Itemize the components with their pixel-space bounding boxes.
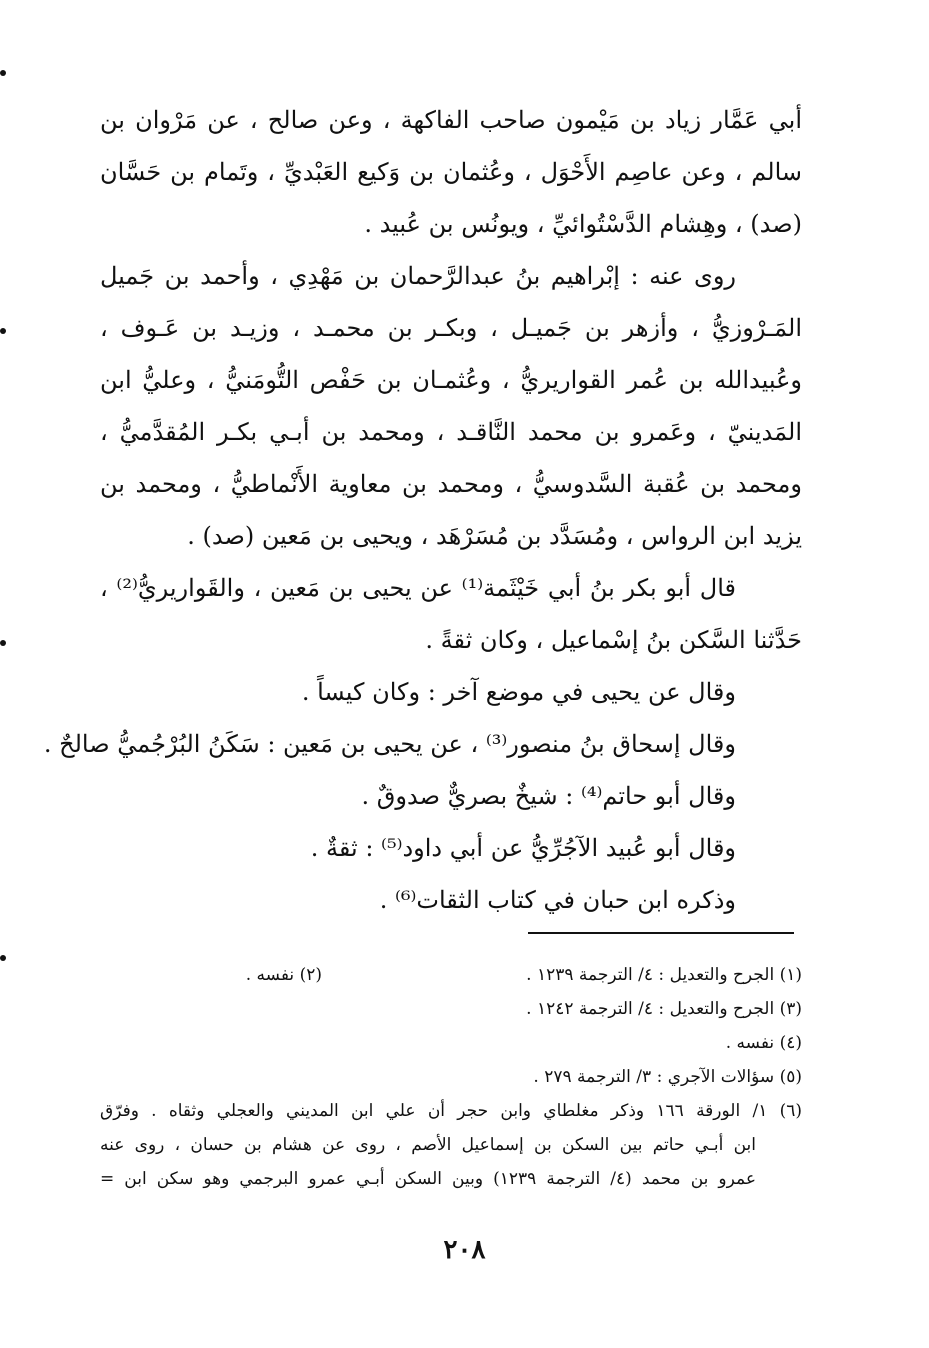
page-number: ٢٠٨ [443, 1235, 486, 1265]
main-text [43, 94, 802, 926]
margin-mark [0, 640, 6, 646]
footnote-5: (٥) سؤالات الآجري : ٣/ الترجمة ٢٧٩ . [533, 1067, 802, 1087]
text-line: سالم ، وعن عاصِم الأَحْوَل ، وعُثمان بن وَكيع العَبْديِّ ، وتَمام بن حَسَّان [100, 158, 802, 186]
footnote-6-continued: ابن أبـي حاتم بين السكن بن إسماعيل الأصم ، روى عن هشام بن حسان ، روى عنه [100, 1135, 756, 1155]
footnote-4: (٤) نفسه . [725, 1033, 802, 1053]
text-line: وعُبيدالله بن عُمر القواريريُّ ، وعُثمـان بن حَفْص التُّومَنيُّ ، وعليُّ ابن [100, 366, 802, 394]
text-line: حَدَّثنا السَّكن بنُ إسْماعيل ، وكان ثقةً . [425, 626, 802, 654]
text-line: وقال أبو حاتم⁽⁴⁾ : شيخٌ بصريٌّ صدوقٌ . [361, 782, 736, 810]
text-line: قال أبو بكر بنُ أبي خَيْثَمة⁽¹⁾ عن يحيى بن مَعين ، والقَواريريُّ⁽²⁾ ، [100, 574, 736, 602]
text-line: وقال أبو عُبيد الآجُرِّيُّ عن أبي داود⁽⁵⁾ : ثقةٌ . [310, 834, 736, 862]
footnotes [100, 958, 802, 1196]
text-line: أبي عَمَّار زياد بن مَيْمون صاحب الفاكهة ، وعن صالح ، عن مَرْوان بن [100, 106, 802, 134]
text-line: وقال عن يحيى في موضع آخر : وكان كيساً . [301, 678, 736, 706]
footnote-6: (٦) ١/ الورقة ١٦٦ وذكر مغلطاي وابن حجر أن علي ابن المديني والعجلي وثقاه . وفرّق [100, 1101, 802, 1121]
footnote-separator [528, 932, 794, 934]
footnote-2: (٢) نفسه . [245, 965, 322, 985]
text-line: يزيد ابن الرواس ، ومُسَدَّد بن مُسَرْهَد ، ويحيى بن مَعين (صد) . [187, 522, 802, 550]
text-line: وذكره ابن حبان في كتاب الثقات⁽⁶⁾ . [379, 886, 736, 914]
text-line: (صد) ، وهِشام الدَّسْتُوائيِّ ، ويونُس بن عُبيد . [364, 210, 802, 238]
text-line: المَدينيّ ، وعَمرو بن محمد النَّاقـد ، ومحمد بن أبـي بكـر المُقدَّميُّ ، [100, 418, 802, 446]
footnote-1: (١) الجرح والتعديل : ٤/ الترجمة ١٢٣٩ . [526, 965, 802, 985]
text-line: روى عنه : إبْراهيم بنُ عبدالرَّحمان بن مَهْدِي ، وأحمد بن جَميل [100, 262, 736, 290]
footnote-row [100, 958, 802, 992]
margin-mark [0, 70, 6, 76]
margin-mark [0, 955, 6, 961]
margin-mark [0, 328, 6, 334]
footnote-6-continued: عمرو بن محمد (٤/ الترجمة ١٢٣٩) وبين السكن أبـي عمرو البرجمي وهو سكن ابن = [100, 1169, 756, 1189]
text-line: المَـرْوزيُّ ، وأزهر بن جَميـل ، وبكـر بن محمـد ، وزيـد بن عَـوف ، [100, 314, 802, 342]
footnote-3: (٣) الجرح والتعديل : ٤/ الترجمة ١٢٤٢ . [526, 999, 802, 1019]
text-line: وقال إسحاق بنُ منصور⁽³⁾ ، عن يحيى بن مَعين : سَكَنُ البُرْجُميُّ صالحٌ . [43, 730, 736, 758]
text-line: ومحمد بن عُقبة السَّدوسيُّ ، ومحمد بن معاوية الأَنْماطيُّ ، ومحمد بن [100, 470, 802, 498]
